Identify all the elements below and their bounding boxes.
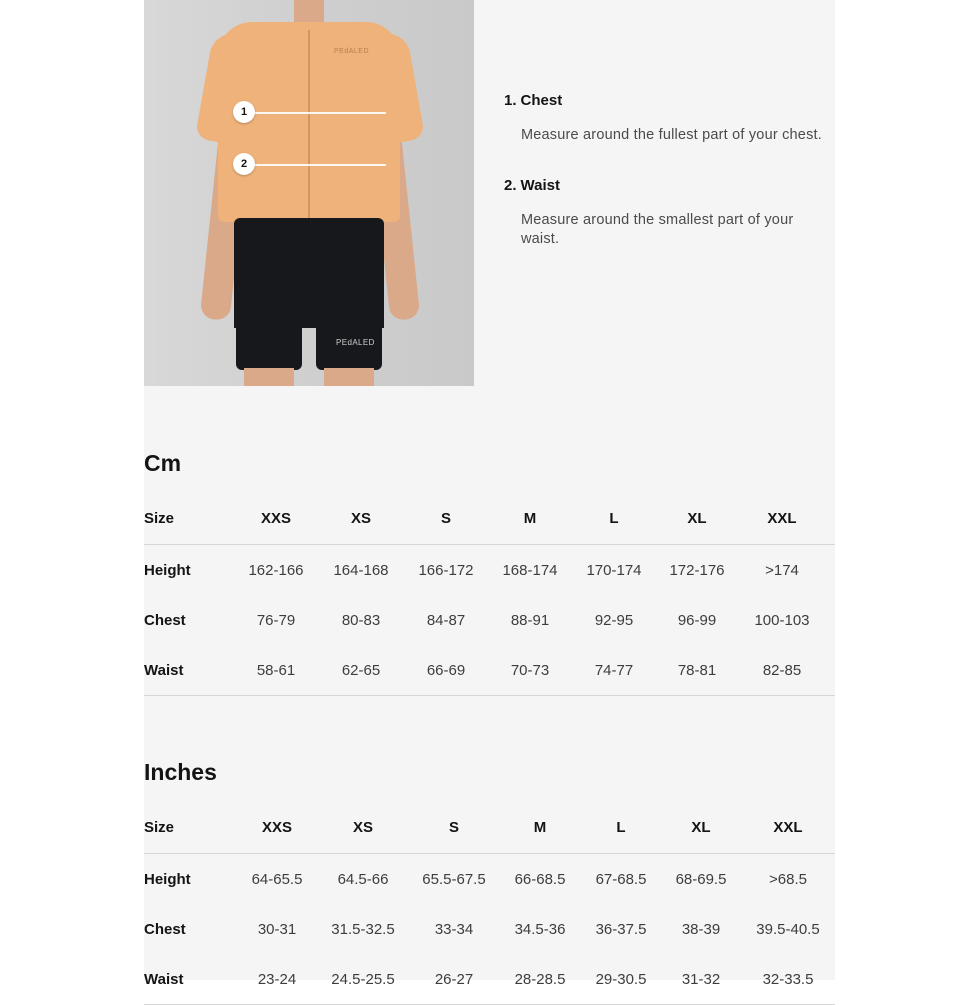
table-cell: 88-91 [510, 611, 550, 629]
table-cell: 66-69 [426, 661, 466, 679]
chest-marker: 1 [233, 101, 255, 123]
column-header: S [440, 509, 451, 527]
table-cell: 64-65.5 [251, 870, 303, 888]
table-row [144, 545, 835, 595]
table-cell: 74-77 [594, 661, 634, 679]
column-header: M [533, 818, 547, 836]
table-cell: 64.5-66 [337, 870, 389, 888]
column-header: S [448, 818, 459, 836]
table-cell: 67-68.5 [595, 870, 647, 888]
column-header-size: Size [144, 509, 175, 527]
table-row [144, 854, 835, 904]
column-header: XXS [261, 818, 292, 836]
table-cell: 76-79 [256, 611, 296, 629]
table-cell: 38-39 [681, 920, 721, 938]
table-cell: 100-103 [754, 611, 810, 629]
row-label: Height [144, 870, 191, 888]
guide-item-chest [504, 92, 834, 145]
table-cell: 31.5-32.5 [331, 920, 395, 938]
column-header: XXS [260, 509, 291, 527]
table-cell: 34.5-36 [514, 920, 566, 938]
table-row [144, 645, 835, 695]
table-cell: 78-81 [677, 661, 717, 679]
table-cell: 68-69.5 [675, 870, 727, 888]
waist-marker: 2 [233, 153, 255, 175]
column-header: L [616, 818, 626, 836]
table-cell: 24.5-25.5 [331, 970, 395, 988]
table-cell: 80-83 [341, 611, 381, 629]
table-cell: 65.5-67.5 [422, 870, 486, 888]
table-cell: 33-34 [434, 920, 474, 938]
inches-size-table [144, 801, 835, 1005]
table-cell: 29-30.5 [595, 970, 647, 988]
table-header-row [144, 801, 835, 854]
guide-item-number: 2. [504, 177, 517, 194]
table-cell: 82-85 [762, 661, 802, 679]
table-cell: 66-68.5 [514, 870, 566, 888]
table-row [144, 595, 835, 645]
column-header: XXL [767, 509, 797, 527]
column-header: XL [687, 509, 707, 527]
row-label: Waist [144, 661, 184, 679]
table-cell: 164-168 [333, 561, 389, 579]
table-cell: 36-37.5 [595, 920, 647, 938]
row-label: Chest [144, 611, 186, 629]
table-cell: 92-95 [594, 611, 634, 629]
inches-heading: Inches [144, 759, 217, 785]
jersey-logo: PEdALED [334, 48, 370, 55]
guide-item-text: Measure around the fullest part of your chest. [521, 127, 822, 143]
table-cell: 58-61 [256, 661, 296, 679]
chest-measure-line [244, 112, 386, 114]
measurement-guide [504, 92, 834, 281]
guide-item-text: Measure around the smallest part of your waist. [521, 212, 794, 247]
table-row [144, 954, 835, 1004]
cm-heading: Cm [144, 450, 182, 476]
column-header: XL [691, 818, 711, 836]
table-cell: 26-27 [434, 970, 474, 988]
table-cell: 39.5-40.5 [756, 920, 820, 938]
column-header: XS [352, 818, 373, 836]
guide-item-number: 1. [504, 92, 517, 109]
column-header: L [609, 509, 619, 527]
row-label: Height [144, 561, 191, 579]
table-cell: 32-33.5 [762, 970, 814, 988]
table-cell: 30-31 [257, 920, 297, 938]
column-header: XXL [773, 818, 803, 836]
table-cell: 31-32 [681, 970, 721, 988]
row-label: Waist [144, 970, 184, 988]
table-cell: 84-87 [426, 611, 466, 629]
table-cell: >174 [765, 561, 799, 579]
table-header-row [144, 492, 835, 545]
table-cell: 28-28.5 [514, 970, 566, 988]
guide-item-waist [504, 177, 834, 249]
table-cell: 166-172 [418, 561, 474, 579]
table-cell: 172-176 [669, 561, 725, 579]
table-cell: 62-65 [341, 661, 381, 679]
table-cell: 162-166 [248, 561, 304, 579]
table-row [144, 904, 835, 954]
cm-size-table [144, 492, 835, 696]
table-cell: 70-73 [510, 661, 550, 679]
table-cell: 170-174 [586, 561, 642, 579]
size-guide-panel [144, 0, 835, 988]
table-cell: 168-174 [502, 561, 558, 579]
table-cell: 23-24 [257, 970, 297, 988]
row-label: Chest [144, 920, 186, 938]
column-header: M [523, 509, 537, 527]
table-cell: 96-99 [677, 611, 717, 629]
column-header: XS [350, 509, 371, 527]
guide-item-title: Waist [520, 177, 560, 194]
table-cell: >68.5 [769, 870, 807, 888]
model-photo [144, 0, 474, 386]
waist-measure-line [244, 164, 386, 166]
guide-item-title: Chest [520, 92, 563, 109]
shorts-logo: PEdALED [336, 338, 375, 347]
column-header-size: Size [144, 818, 175, 836]
